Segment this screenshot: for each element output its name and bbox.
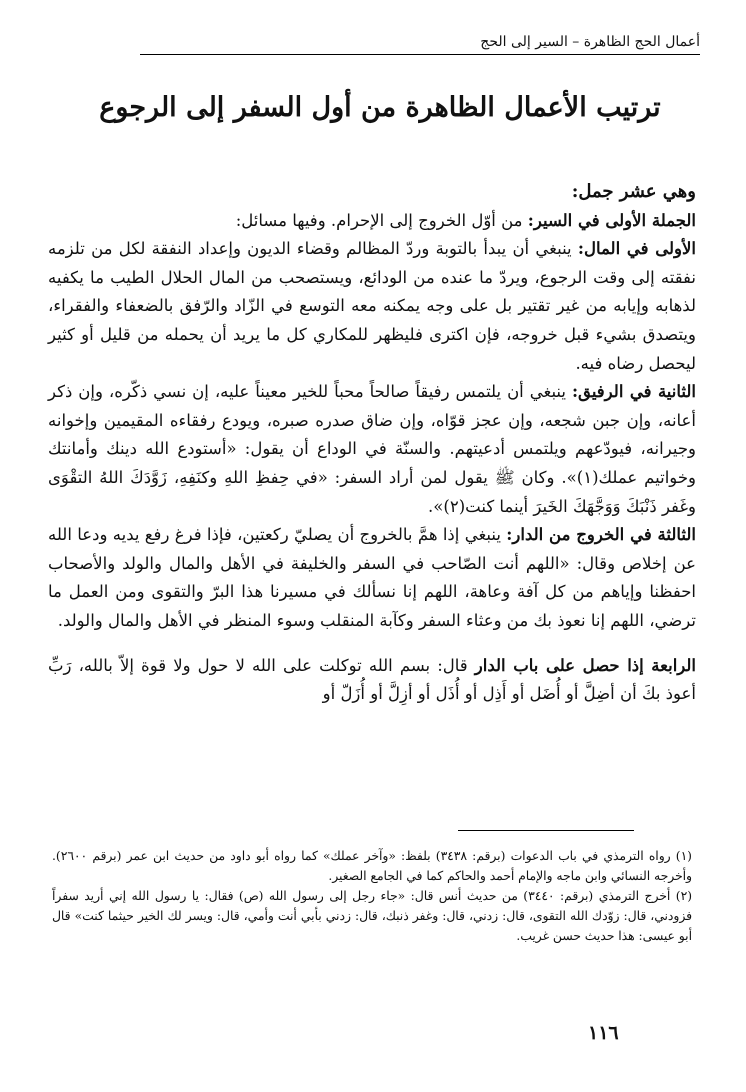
footnote-divider [458,830,634,831]
section-1-paragraph [48,207,696,236]
page-number: ١١٦ [588,1022,619,1044]
issue-4-paragraph [48,652,696,709]
issue-4-text: قال: بسم الله توكلت على الله لا حول ولا قوة إلاّ بالله، رَبِّ أعوذ بكَ أن أضِلَّ أو أُضَل أو أَذِل أو أُذَل أو أزِلَّ أو أُزَلّ أو [48,655,696,704]
issue-2-paragraph [48,378,696,521]
issue-1-heading: الأولى في المال: [577,239,696,259]
intro-line: وهي عشر جمل: [571,181,696,202]
issue-3-heading: الثالثة في الخروج من الدار: [506,525,697,545]
running-header: أعمال الحج الظاهرة – السير إلى الحج [140,34,700,55]
issue-4-heading: الرابعة إذا حصل على باب الدار [474,655,696,675]
main-text [48,178,696,709]
section-1-heading: الجملة الأولى في السير: [527,210,696,230]
issue-3-paragraph [48,521,696,635]
issue-1-text: ينبغي أن يبدأ بالتوبة وردّ المظالم وقضاء الديون وإعداد النفقة لكل من تلزمه نفقته إلى وقت الرجوع، ويردّ ما عنده من الودائع، ويستصحب من المال الحلال الطيب ما يكفيه لذهابه وإيابه من غير تقتير بل على وجه يمكنه معه التوسع في الزّاد والرّفق بالضعفاء والفقراء، ويتصدق بشيء قبل خروجه، فإن اكترى فليظهر للمكاري كل ما يريد أن يحمله من قليل أو كثير ليحصل رضاه فيه. [48,239,696,373]
section-1-text: من أوّل الخروج إلى الإحرام. وفيها مسائل: [235,210,528,230]
footnote-2: (٢) أخرج الترمذي (برقم: ٣٤٤٠) من حديث أنس قال: «جاء رجل إلى رسول الله (ص) فقال: يا رسول الله إني أريد سفراً فزودني، قال: زوّدك الله التقوى، قال: زدني، قال: وغفر ذنبك، قال: زدني بأبي أنت وأمي، قال: ويسر لك الخير حيثما كنت» قال أبو عيسى: هذا حديث حسن غريب. [52,889,692,943]
footnote-1: (١) رواه الترمذي في باب الدعوات (برقم: ٣٤٣٨) بلفظ: «وآخر عملك» كما رواه أبو داود من حديث ابن عمر (برقم ٢٦٠٠). وأخرجه النسائي وابن ماجه والإمام أحمد والحاكم كما في الجامع الصغير. [52,849,692,883]
issue-2-text: ينبغي أن يلتمس رفيقاً صالحاً محباً للخير معيناً عليه، إن نسي ذكّره، وإن ذكر أعانه، وإن جبن شجعه، وإن عجز قوّاه، وإن ضاق صدره صبره، ويودع رفقاءه المقيمين وإخوانه وجيرانه، فيودّعهم ويلتمس أدعيتهم. والسنّة في الوداع أن يقول: «أستودع الله دينك وأمانتك وخواتيم عملك(١)». وكان ﷺ يقول لمن أراد السفر: «في حِفظِ اللهِ وكنَفِهِ، زَوَّدَكَ اللهُ التقْوَى وغَفر ذَنْبَكَ وَوَجَّهَكَ الخَيرَ أينما كنت(٢)». [48,382,696,516]
issue-2-heading: الثانية في الرفيق: [571,382,696,402]
issue-3-text: ينبغي إذا همَّ بالخروج أن يصليّ ركعتين، فإذا فرغ رفع يديه ودعا الله عن إخلاص وقال: «اللهم أنت الصّاحب في السفر والخليفة في الأهل والمال والولد والأصحاب احفظنا وإياهم من كل آفة وعاهة، اللهم إنا نسألك في مسيرنا هذا البرّ والتقوى ومن العمل ما ترضي، اللهم إنا نعوذ بك من وعثاء السفر وكآبة المنقلب وسوء المنظر في الأهل والمال والولد. [48,525,696,630]
page-title: ترتيب الأعمال الظاهرة من أول السفر إلى الرجوع [99,92,661,123]
issue-1-paragraph [48,235,696,378]
footnotes [52,846,692,946]
